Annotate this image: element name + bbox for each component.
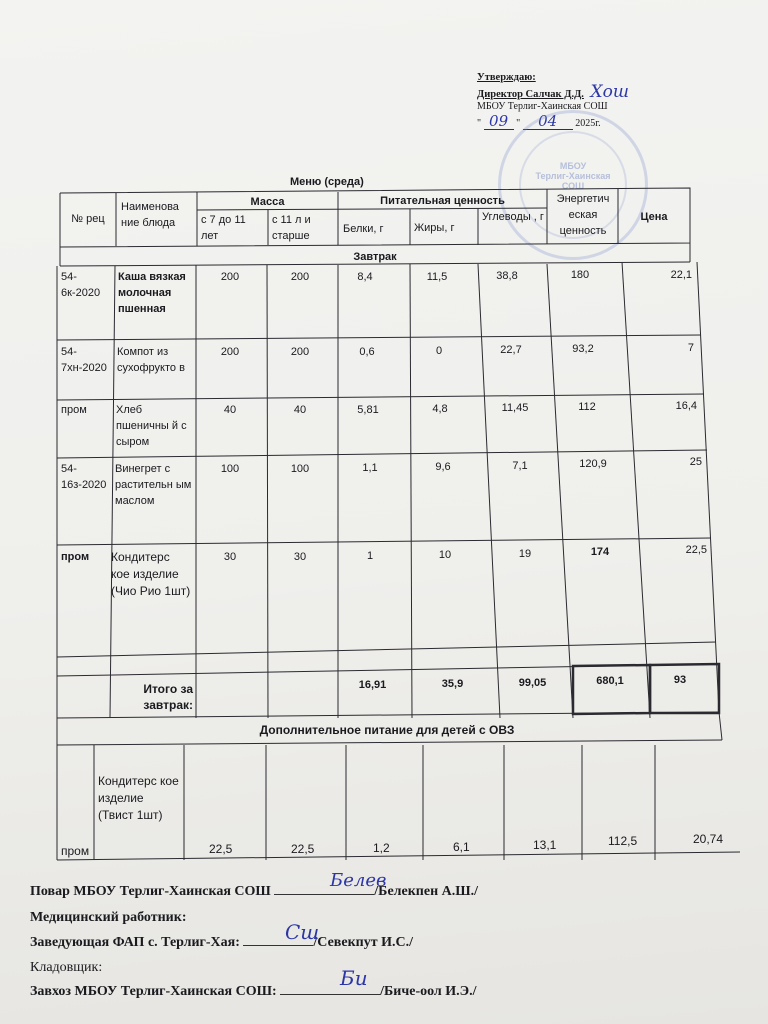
row-2-fat: 0	[435, 345, 443, 357]
stamp-line-3: СОШ	[561, 181, 585, 191]
row-2-protein: 0,6	[359, 346, 375, 358]
row-1-dish: Каша вязкая молочная пшенная	[118, 271, 186, 315]
fap-signature: Сш	[285, 920, 320, 944]
row-4-price: 25	[689, 456, 702, 468]
row-4-protein: 1,1	[362, 462, 378, 474]
approval-heading: Утверждаю:	[477, 72, 536, 83]
footer-fap-name: /Севекпут И.С./	[313, 935, 413, 950]
row-2-carbs: 22,7	[500, 344, 522, 356]
total-label: Итого за завтрак:	[143, 682, 193, 712]
extra-energy: 112,5	[608, 834, 638, 848]
row-5-protein: 1	[366, 550, 374, 562]
approval-director: Директор Салчак Д.Д.	[477, 89, 584, 100]
header-mass-old: с 11 л и старше	[272, 214, 311, 242]
row-3-mass-young: 40	[223, 404, 237, 416]
total-carbs: 99,05	[518, 677, 547, 689]
row-5-mass-old: 30	[293, 551, 307, 563]
extra-mass-old: 22,5	[291, 842, 315, 856]
row-3-carbs: 11,45	[501, 402, 529, 414]
row-2-price: 7	[687, 342, 694, 354]
row-1-mass-old: 200	[290, 271, 310, 283]
row-2-energy: 93,2	[572, 343, 594, 355]
row-1-mass-young: 200	[220, 271, 240, 283]
extra-mass-young: 22,5	[209, 842, 233, 856]
header-energy: Энергетич еская ценность	[556, 193, 610, 237]
director-signature: Хош	[590, 82, 629, 102]
row-3-price: 16,4	[675, 400, 697, 412]
row-1-price: 22,1	[670, 269, 692, 281]
footer-supply-sigline	[280, 994, 380, 995]
extra-label: Дополнительное питание для детей с ОВЗ	[259, 723, 515, 737]
total-energy: 680,1	[596, 675, 624, 687]
row-4-carbs: 7,1	[512, 460, 528, 472]
row-5-dish: Кондитерс кое изделие (Чио Рио 1шт)	[111, 550, 191, 598]
row-1-energy: 180	[570, 269, 590, 281]
extra-dish: Кондитерс кое изделие (Твист 1шт)	[98, 774, 179, 822]
row-4-mass-young: 100	[220, 463, 240, 475]
date-day: 09	[484, 114, 514, 130]
extra-fat: 6,1	[453, 840, 470, 854]
total-protein: 16,91	[358, 679, 387, 691]
header-price: Цена	[640, 211, 668, 223]
row-4-dish: Винегрет с растительн ым маслом	[115, 463, 192, 507]
row-2-dish: Компот из сухофрукто в	[117, 346, 185, 374]
approval-school: МБОУ Терлиг-Хаинская СОШ	[477, 101, 608, 112]
footer-cook-name: /Белекпен А.Ш./	[374, 884, 479, 899]
row-1-rec: 54-6к-2020	[61, 271, 101, 299]
row-5-rec: пром	[61, 551, 90, 563]
footer-supply	[30, 984, 477, 1000]
extra-rec: пром	[61, 844, 90, 858]
header-mass: Масса	[250, 196, 285, 208]
stamp-line-2: Терлиг-Хаинская	[535, 171, 611, 181]
footer-fap	[30, 935, 413, 951]
header-dish: Наименова ние блюда	[121, 201, 179, 229]
row-3-dish: Хлеб пшеничны й с сыром	[116, 404, 187, 448]
header-rec: № рец	[71, 213, 105, 225]
total-price: 93	[673, 674, 687, 686]
row-5-energy: 174	[590, 546, 610, 558]
date-year: 2025г.	[575, 118, 601, 129]
extra-carbs: 13,1	[533, 838, 557, 852]
row-2-rec: 54-7хн-2020	[61, 346, 107, 374]
row-5-carbs: 19	[518, 548, 532, 560]
footer-supply-role: Завхоз МБОУ Терлиг-Хаинская СОШ:	[30, 984, 277, 999]
date-quote-open: "	[477, 118, 482, 129]
footer-supply-name: /Биче-оол И.Э./	[380, 984, 477, 999]
footer-cook-sigline	[274, 894, 374, 895]
date-quote-close: "	[516, 118, 521, 129]
cook-signature: Белев	[330, 870, 387, 891]
breakfast-label: Завтрак	[353, 251, 397, 263]
row-4-rec: 54-16з-2020	[61, 463, 107, 491]
header-nutrition: Питательная ценность	[380, 195, 505, 207]
row-2-mass-young: 200	[220, 346, 240, 358]
header-fat: Жиры, г	[414, 222, 455, 234]
row-4-fat: 9,6	[435, 461, 451, 473]
extra-protein: 1,2	[373, 841, 390, 855]
row-1-carbs: 38,8	[496, 270, 518, 282]
row-3-energy: 112	[578, 401, 596, 413]
row-4-mass-old: 100	[290, 463, 310, 475]
footer-cook	[30, 884, 478, 900]
row-1-protein: 8,4	[357, 271, 373, 283]
header-carbs: Углеводы , г	[482, 211, 544, 223]
row-5-fat: 10	[438, 549, 452, 561]
extra-price: 20,74	[693, 832, 724, 846]
supply-signature: Би	[340, 966, 368, 990]
row-3-protein: 5,81	[357, 404, 379, 416]
footer-fap-role: Заведующая ФАП с. Терлиг-Хая:	[30, 935, 240, 950]
row-2-mass-old: 200	[290, 346, 310, 358]
row-5-price: 22,5	[685, 544, 707, 556]
row-3-mass-old: 40	[293, 404, 307, 416]
row-3-rec: пром	[61, 404, 87, 416]
row-5-mass-young: 30	[223, 551, 237, 563]
footer-fap-sigline	[243, 945, 313, 946]
row-3-fat: 4,8	[432, 403, 448, 415]
footer-cook-role: Повар МБОУ Терлиг-Хаинская СОШ	[30, 884, 271, 899]
menu-title: Меню (среда)	[290, 176, 364, 188]
footer-storekeeper: Кладовщик:	[30, 960, 103, 975]
date-month: 04	[523, 114, 573, 130]
header-mass-young: с 7 до 11 лет	[201, 214, 246, 242]
footer-medic: Медицинский работник:	[30, 910, 187, 925]
row-4-energy: 120,9	[579, 458, 607, 470]
header-protein: Белки, г	[343, 223, 384, 235]
stamp-line-1: МБОУ	[559, 161, 587, 171]
row-1-fat: 11,5	[426, 271, 448, 283]
total-fat: 35,9	[441, 678, 464, 690]
